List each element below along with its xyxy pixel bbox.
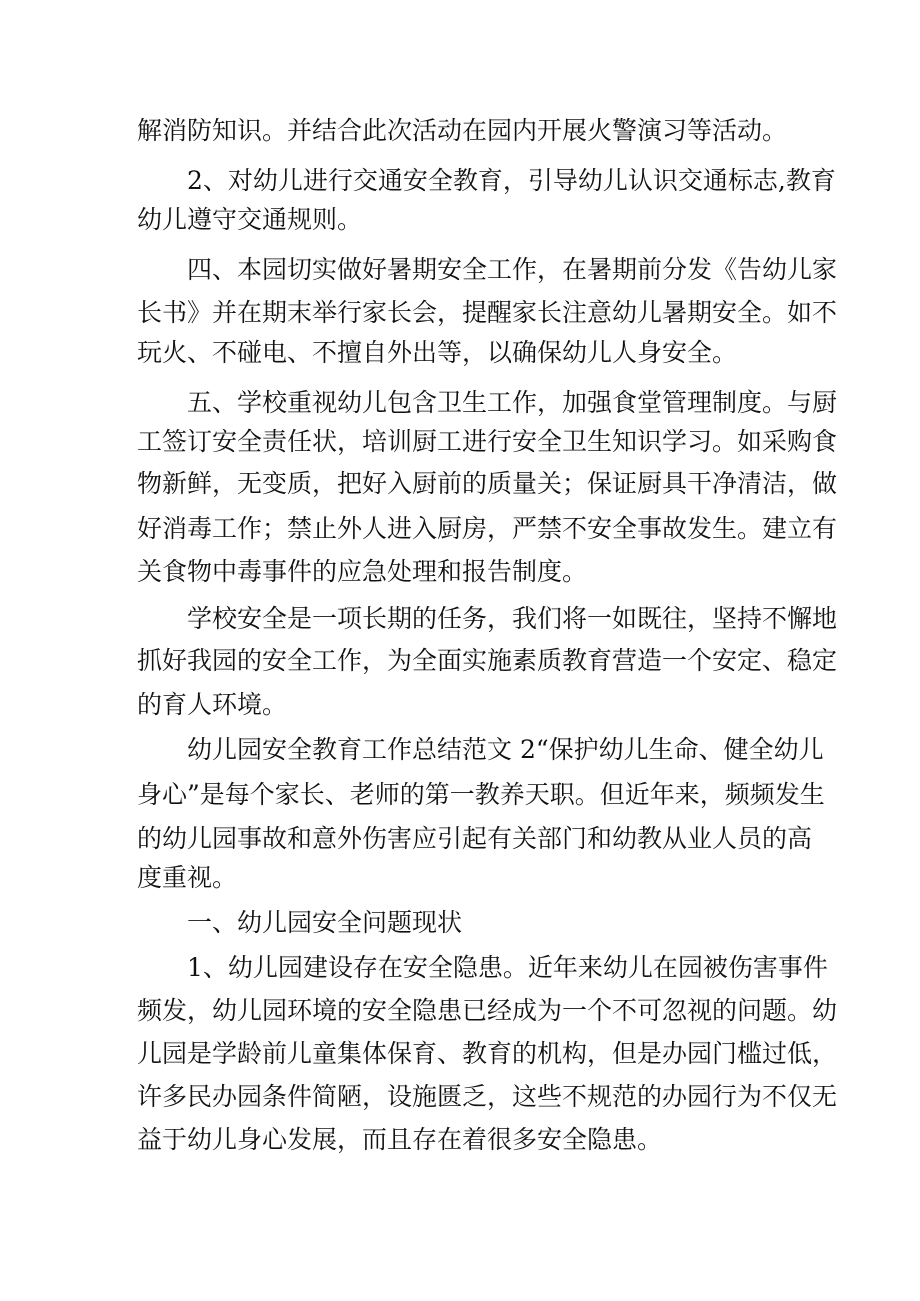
text-line: 益于幼儿身心发展，而且存在着很多安全隐患。 bbox=[137, 1125, 663, 1154]
text-line: 的幼儿园事故和意外伤害应引起有关部门和幼教从业人员的高 bbox=[137, 824, 813, 853]
text-line: 好消毒工作；禁止外人进入厨房，严禁不安全事故发生。建立有 bbox=[137, 514, 838, 543]
text-line: 频发，幼儿园环境的安全隐患已经成为一个不可忽视的问题。幼 bbox=[137, 996, 838, 1025]
text-line: 抓好我园的安全工作，为全面实施素质教育营造一个安定、稳定 bbox=[137, 646, 838, 675]
text-line: 身心”是每个家长、老师的第一教养天职。但近年来，频频发生 bbox=[137, 780, 825, 809]
paragraph-first-line: 2、对幼儿进行交通安全教育，引导幼儿认识交通标志,教育 bbox=[187, 166, 836, 195]
text-line: 的育人环境。 bbox=[137, 690, 288, 719]
paragraph-first-line: 四、本园切实做好暑期安全工作，在暑期前分发《告幼儿家 bbox=[187, 255, 838, 284]
text-line: 许多民办园条件简陋，设施匮乏，这些不规范的办园行为不仅无 bbox=[137, 1082, 838, 1111]
text-line: 物新鲜，无变质，把好入厨前的质量关；保证厨具干净清洁，做 bbox=[137, 469, 838, 498]
text-line: 儿园是学龄前儿童集体保育、教育的机构，但是办园门槛过低， bbox=[137, 1039, 838, 1068]
text-line: 工签订安全责任状，培训厨工进行安全卫生知识学习。如采购食 bbox=[137, 427, 838, 456]
text-line: 玩火、不碰电、不擅自外出等，以确保幼儿人身安全。 bbox=[137, 338, 738, 367]
paragraph-first-line: 五、学校重视幼儿包含卫生工作，加强食堂管理制度。与厨 bbox=[187, 388, 838, 417]
text-line: 长书》并在期末举行家长会，提醒家长注意幼儿暑期安全。如不 bbox=[137, 298, 838, 327]
paragraph-first-line: 幼儿园安全教育工作总结范文 2“保护幼儿生命、健全幼儿 bbox=[187, 735, 824, 764]
text-line: 度重视。 bbox=[137, 863, 238, 892]
text-line: 幼儿遵守交通规则。 bbox=[137, 205, 363, 234]
section-heading: 一、幼儿园安全问题现状 bbox=[187, 908, 463, 937]
text-line: 关食物中毒事件的应急处理和报告制度。 bbox=[137, 557, 588, 586]
paragraph-first-line: 学校安全是一项长期的任务，我们将一如既往，坚持不懈地 bbox=[187, 604, 838, 633]
text-line: 解消防知识。并结合此次活动在园内开展火警演习等活动。 bbox=[137, 116, 788, 145]
paragraph-first-line: 1、幼儿园建设存在安全隐患。近年来幼儿在园被伤害事件 bbox=[187, 953, 828, 982]
